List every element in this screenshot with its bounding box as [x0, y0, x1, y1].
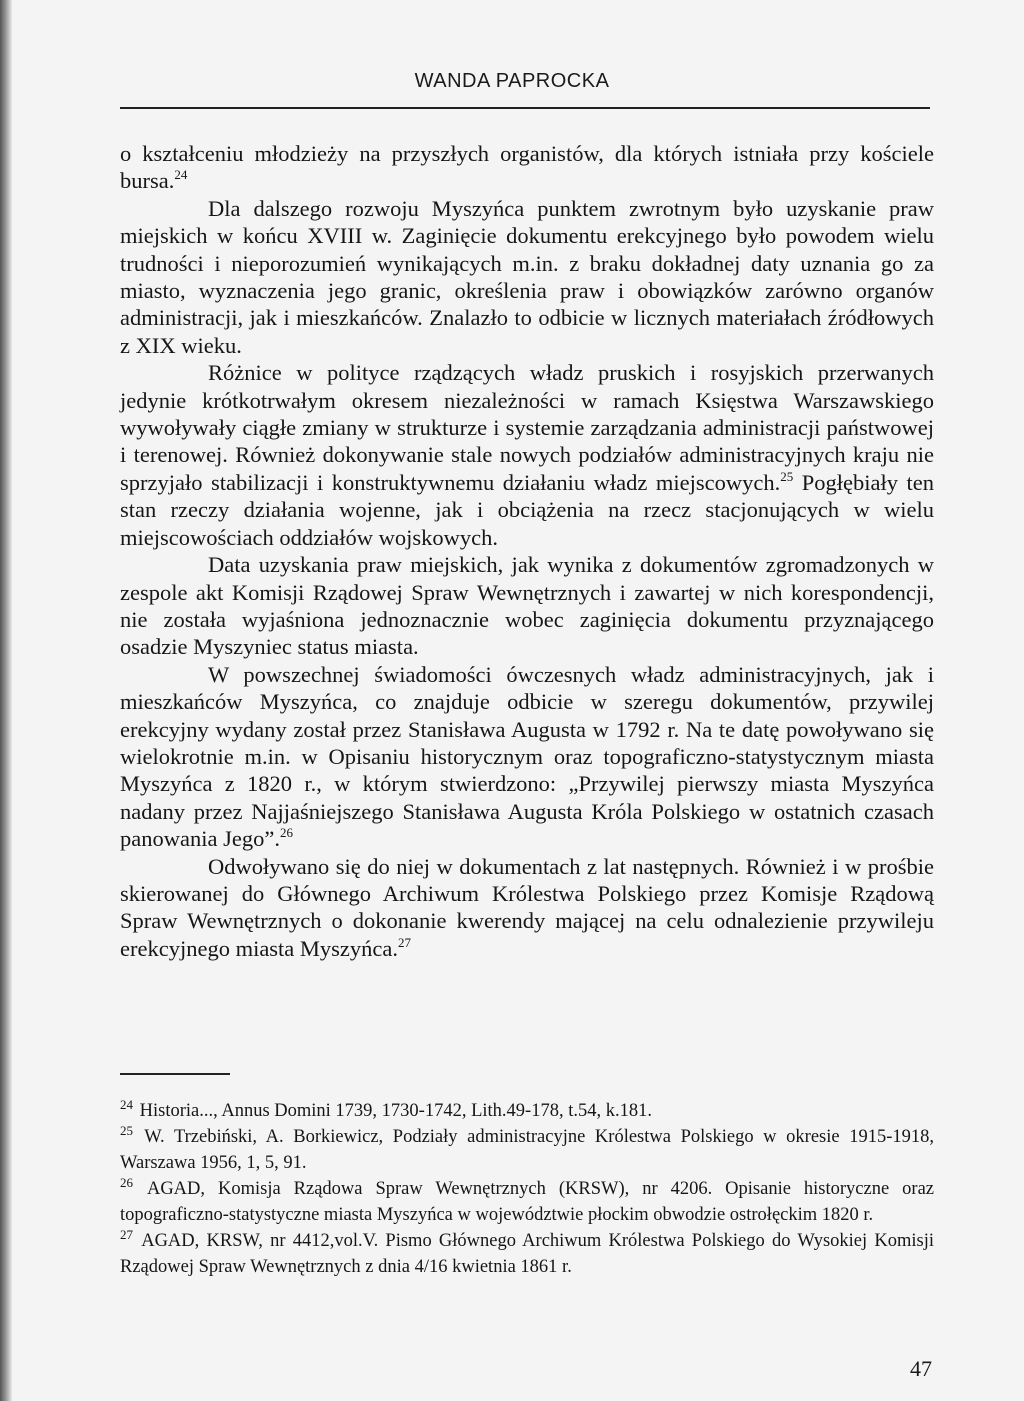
- binding-shadow: [0, 0, 12, 1401]
- footnote-number: 26: [120, 1175, 133, 1190]
- footnote-26: [120, 1176, 934, 1228]
- running-head: WANDA PAPROCKA: [414, 70, 610, 92]
- paragraph-text: Dla dalszego rozwoju Myszyńca punktem zwrotnym było uzyskanie praw miejskich w końcu XVIII w. Zaginięcie dokumentu erekcyjnego było powodem wielu trudności i nieporozumień wynikających m.in. z braku dokładnej daty uznania go za miasto, wyznaczenia jego granic, określenia praw i obowiązków zarówno organów administracji, jak i mieszkańców. Znalazło to odbicie w licznych materiałach źródłowych z XIX wieku.: [120, 195, 934, 358]
- footnote-ref-26: 26: [279, 825, 293, 841]
- body-text: [120, 140, 934, 962]
- paragraph-text-continued: Pogłębiały ten stan rzeczy działania wojenne, jak i obciążenia na rzecz stacjonujących w wielu miejscowościach oddziałów wojskowych.: [120, 469, 934, 550]
- footnote-ref-24: 24: [174, 167, 188, 183]
- footnote-number: 24: [120, 1097, 133, 1112]
- footnote-text: AGAD, KRSW, nr 4412,vol.V. Pismo Głównego Archiwum Królestwa Polskiego do Wysokiej Komisji Rządowej Spraw Wewnętrznych z dnia 4/16 kwietnia 1861 r.: [120, 1231, 934, 1277]
- paragraph-2: [120, 195, 934, 359]
- paragraph-text: Odwoływano się do niej w dokumentach z lat następnych. Również i w prośbie skierowanej do Głównego Archiwum Królestwa Polskiego przez Komisje Rządową Spraw Wewnętrznych o dokonanie kwerendy mającej na celu odnalezienie przywileju erekcyjnego miasta Myszyńca.: [120, 853, 934, 961]
- footnotes: [120, 1098, 934, 1280]
- paragraph-text: Różnice w polityce rządzących władz pruskich i rosyjskich przerwanych jedynie krótkotrwałym okresem niezależności w ramach Księstwa Warszawskiego wywoływały ciągłe zmiany w strukturze i systemie zarządzania administracji państwowej i terenowej. Również dokonywanie stale nowych podziałów administracyjnych kraju nie sprzyjało stabilizacji i konstruktywnemu działaniu władz miejscowych.: [120, 360, 934, 495]
- paragraph-text: Data uzyskania praw miejskich, jak wynika z dokumentów zgromadzonych w zespole akt Komisji Rządowej Spraw Wewnętrznych i zawartej w nich korespondencji, nie została wyjaśniona jednoznacznie wobec zaginięcia dokumentu przyznającego osadzie Myszyniec status miasta.: [120, 552, 934, 660]
- paragraph-1: [120, 140, 934, 195]
- footnote-number: 27: [120, 1227, 133, 1242]
- footnote-ref-27: 27: [398, 934, 412, 950]
- footnote-text: AGAD, Komisja Rządowa Spraw Wewnętrznych (KRSW), nr 4206. Opisanie historyczne oraz topograficzno-statystyczne miasta Myszyńca w województwie płockim obwodzie ostrołęckim 1820 r.: [120, 1179, 934, 1225]
- footnote-rule: [120, 1073, 230, 1075]
- paragraph-4: [120, 551, 934, 661]
- footnote-25: [120, 1124, 934, 1176]
- footnote-text: Historia..., Annus Domini 1739, 1730-1742, Lith.49-178, t.54, k.181.: [139, 1101, 652, 1121]
- paragraph-5: [120, 661, 934, 853]
- paragraph-3: [120, 359, 934, 551]
- paragraph-text: o kształceniu młodzieży na przyszłych organistów, dla których istniała przy kościele bursa.: [120, 141, 934, 194]
- page-number: 47: [910, 1356, 932, 1381]
- footnote-number: 25: [120, 1123, 133, 1138]
- paragraph-text: W powszechnej świadomości ówczesnych władz administracyjnych, jak i mieszkańców Myszyńca, co znajduje odbicie w szeregu dokumentów, przywilej erekcyjny wydany został przez Stanisława Augusta w 1792 r. Na te datę powoływano się wielokrotnie m.in. w Opisaniu historycznym oraz topograficzno-statystycznym miasta Myszyńca z 1820 r., w którym stwierdzono: „Przywilej pierwszy miasta Myszyńca nadany przez Najjaśniejszego Stanisława Augusta Króla Polskiego w ostatnich czasach panowania Jego”.: [120, 661, 934, 852]
- header-rule: [120, 107, 930, 109]
- paragraph-6: [120, 853, 934, 963]
- footnote-27: [120, 1228, 934, 1280]
- footnote-24: [120, 1098, 934, 1124]
- footnote-text: W. Trzebiński, A. Borkiewicz, Podziały administracyjne Królestwa Polskiego w okresie 1915-1918, Warszawa 1956, 1, 5, 91.: [120, 1127, 934, 1173]
- footnote-ref-25: 25: [780, 468, 794, 484]
